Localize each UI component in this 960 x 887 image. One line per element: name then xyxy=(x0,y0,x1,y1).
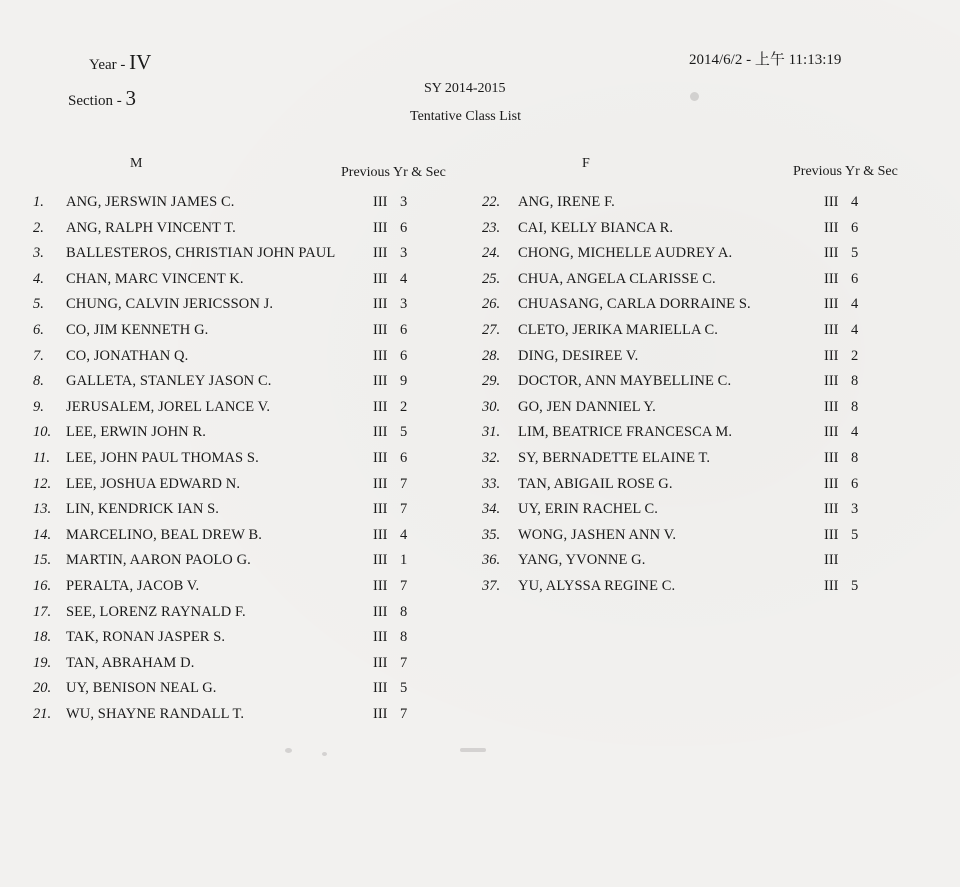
previous-section: 2 xyxy=(851,347,859,364)
previous-section: 8 xyxy=(851,450,859,466)
previous-year: III xyxy=(824,322,839,338)
student-number: 27. xyxy=(482,322,501,338)
student-number: 21. xyxy=(33,706,52,722)
ink-smudge xyxy=(690,92,699,101)
student-name: CHUA, ANGELA CLARISSE C. xyxy=(518,270,716,287)
student-name: UY, BENISON NEAL G. xyxy=(66,680,217,697)
previous-year: III xyxy=(373,680,388,697)
student-number: 26. xyxy=(482,296,501,313)
student-name: CLETO, JERIKA MARIELLA C. xyxy=(518,322,718,338)
student-number: 2. xyxy=(33,219,44,236)
student-number: 4. xyxy=(33,270,44,287)
student-number: 32. xyxy=(482,450,501,466)
bleed-through-text xyxy=(720,175,724,190)
student-number: 8. xyxy=(33,373,44,390)
document-title: Tentative Class List xyxy=(410,109,522,124)
student-name: CO, JONATHAN Q. xyxy=(66,347,189,364)
student-name: ANG, JERSWIN JAMES C. xyxy=(66,194,235,210)
student-name: WONG, JASHEN ANN V. xyxy=(518,526,677,543)
previous-section: 8 xyxy=(851,373,859,390)
previous-year: III xyxy=(373,398,388,415)
previous-section: 7 xyxy=(400,475,408,492)
male-previous-heading: Previous Yr & Sec xyxy=(341,165,446,180)
previous-year: III xyxy=(824,526,839,543)
student-name: PERALTA, JACOB V. xyxy=(66,578,200,594)
previous-year: III xyxy=(824,347,839,364)
student-name: CAI, KELLY BIANCA R. xyxy=(518,219,674,236)
previous-section: 6 xyxy=(400,219,408,236)
previous-section: 3 xyxy=(400,194,408,210)
student-name: LIN, KENDRICK IAN S. xyxy=(66,501,220,518)
ink-smudge xyxy=(285,748,292,753)
student-number: 20. xyxy=(33,680,52,697)
student-name: SY, BERNADETTE ELAINE T. xyxy=(518,450,711,466)
student-name: CHUASANG, CARLA DORRAINE S. xyxy=(518,296,751,313)
previous-year: III xyxy=(373,219,388,236)
previous-section: 8 xyxy=(400,603,408,620)
section-line xyxy=(68,86,136,111)
previous-section: 4 xyxy=(851,424,859,441)
female-previous-heading: Previous Yr & Sec xyxy=(793,164,898,179)
previous-year: III xyxy=(824,450,839,466)
previous-section: 7 xyxy=(400,654,408,671)
student-number: 35. xyxy=(482,526,501,543)
student-name: TAK, RONAN JASPER S. xyxy=(66,629,226,646)
previous-section: 2 xyxy=(400,398,408,415)
previous-year: III xyxy=(824,270,839,287)
student-number: 33. xyxy=(482,475,501,492)
student-name: GO, JEN DANNIEL Y. xyxy=(518,398,656,415)
previous-year: III xyxy=(373,578,388,594)
student-name: JERUSALEM, JOREL LANCE V. xyxy=(66,398,271,415)
previous-section: 4 xyxy=(400,270,408,287)
student-number: 5. xyxy=(33,296,44,313)
student-number: 9. xyxy=(33,398,44,415)
previous-section: 5 xyxy=(851,526,859,543)
student-name: CO, JIM KENNETH G. xyxy=(66,322,209,338)
student-number: 10. xyxy=(33,424,52,441)
previous-year: III xyxy=(373,373,388,390)
previous-section: 4 xyxy=(400,526,408,543)
student-number: 31. xyxy=(482,424,501,441)
previous-year: III xyxy=(373,603,388,620)
student-number: 24. xyxy=(482,245,501,262)
previous-section: 7 xyxy=(400,501,408,518)
previous-section: 5 xyxy=(400,424,408,441)
previous-section: 6 xyxy=(851,270,859,287)
student-name: SEE, LORENZ RAYNALD F. xyxy=(66,603,246,620)
student-name: ANG, RALPH VINCENT T. xyxy=(66,219,236,236)
student-name: CHONG, MICHELLE AUDREY A. xyxy=(518,245,733,262)
student-name: TAN, ABIGAIL ROSE G. xyxy=(518,475,673,492)
student-name: LEE, JOSHUA EDWARD N. xyxy=(66,475,241,492)
previous-year: III xyxy=(373,424,388,441)
student-name: ANG, IRENE F. xyxy=(518,194,615,210)
student-name: CHAN, MARC VINCENT K. xyxy=(66,270,244,287)
section-label: Section - xyxy=(68,93,122,109)
previous-year: III xyxy=(824,398,839,415)
previous-section: 6 xyxy=(851,475,859,492)
previous-section: 3 xyxy=(851,501,859,518)
student-name: YANG, YVONNE G. xyxy=(518,552,646,569)
previous-year: III xyxy=(373,270,388,287)
student-name: WU, SHAYNE RANDALL T. xyxy=(66,706,245,722)
student-name: LEE, JOHN PAUL THOMAS S. xyxy=(66,450,259,466)
previous-section: 9 xyxy=(400,373,408,390)
previous-year: III xyxy=(373,475,388,492)
student-number: 11. xyxy=(33,450,51,466)
student-number: 14. xyxy=(33,526,52,543)
student-number: 15. xyxy=(33,552,52,569)
student-name: YU, ALYSSA REGINE C. xyxy=(518,578,676,594)
student-number: 25. xyxy=(482,270,501,287)
student-name: CHUNG, CALVIN JERICSSON J. xyxy=(66,296,274,313)
student-number: 29. xyxy=(482,373,501,390)
student-number: 17. xyxy=(33,603,52,620)
student-name: DING, DESIREE V. xyxy=(518,347,639,364)
student-number: 30. xyxy=(482,398,501,415)
ink-smudge xyxy=(460,748,486,752)
previous-section: 5 xyxy=(851,578,859,594)
previous-year: III xyxy=(373,296,388,313)
student-number: 34. xyxy=(482,501,501,518)
year-label: Year - xyxy=(89,57,126,73)
previous-year: III xyxy=(373,552,388,569)
previous-year: III xyxy=(824,424,839,441)
previous-year: III xyxy=(824,578,839,594)
student-number: 16. xyxy=(33,578,52,594)
student-name: GALLETA, STANLEY JASON C. xyxy=(66,373,272,390)
previous-year: III xyxy=(824,296,839,313)
previous-year: III xyxy=(824,373,839,390)
previous-section: 8 xyxy=(400,629,408,646)
previous-section: 6 xyxy=(851,219,859,236)
student-number: 18. xyxy=(33,629,52,646)
previous-section: 4 xyxy=(851,322,859,338)
student-number: 19. xyxy=(33,654,52,671)
section-value: 3 xyxy=(125,86,136,110)
previous-year: III xyxy=(824,552,839,569)
student-name: MARTIN, AARON PAOLO G. xyxy=(66,552,251,569)
student-number: 37. xyxy=(482,578,501,594)
previous-section: 6 xyxy=(400,322,408,338)
student-name: LIM, BEATRICE FRANCESCA M. xyxy=(518,424,733,441)
previous-section: 3 xyxy=(400,245,408,262)
previous-section: 7 xyxy=(400,578,408,594)
student-number: 7. xyxy=(33,347,44,364)
student-number: 1. xyxy=(33,194,44,210)
previous-section: 6 xyxy=(400,450,408,466)
previous-year: III xyxy=(373,245,388,262)
student-name: TAN, ABRAHAM D. xyxy=(66,654,195,671)
student-number: 23. xyxy=(482,219,501,236)
previous-section: 8 xyxy=(851,398,859,415)
previous-year: III xyxy=(824,194,839,210)
previous-year: III xyxy=(373,322,388,338)
previous-year: III xyxy=(373,706,388,722)
print-timestamp: 2014/6/2 - 上午 11:13:19 xyxy=(689,52,842,68)
previous-year: III xyxy=(373,629,388,646)
previous-section: 5 xyxy=(851,245,859,262)
previous-year: III xyxy=(373,526,388,543)
previous-year: III xyxy=(824,245,839,262)
previous-year: III xyxy=(373,654,388,671)
previous-year: III xyxy=(824,501,839,518)
student-name: BALLESTEROS, CHRISTIAN JOHN PAUL xyxy=(66,245,336,262)
previous-year: III xyxy=(373,501,388,518)
ink-smudge xyxy=(322,752,327,756)
student-number: 13. xyxy=(33,501,52,518)
student-name: LEE, ERWIN JOHN R. xyxy=(66,424,206,441)
student-number: 12. xyxy=(33,475,52,492)
previous-year: III xyxy=(373,194,388,210)
previous-year: III xyxy=(824,475,839,492)
student-name: DOCTOR, ANN MAYBELLINE C. xyxy=(518,373,732,390)
student-number: 28. xyxy=(482,347,501,364)
previous-year: III xyxy=(373,450,388,466)
previous-section: 4 xyxy=(851,194,859,210)
female-column-heading: F xyxy=(582,156,590,171)
student-number: 36. xyxy=(482,552,501,569)
student-name: UY, ERIN RACHEL C. xyxy=(518,501,658,518)
student-number: 6. xyxy=(33,322,44,338)
student-number: 3. xyxy=(33,245,44,262)
previous-section: 7 xyxy=(400,706,408,722)
previous-year: III xyxy=(373,347,388,364)
previous-section: 4 xyxy=(851,296,859,313)
student-number: 22. xyxy=(482,194,501,210)
school-year: SY 2014-2015 xyxy=(424,81,506,96)
student-name: MARCELINO, BEAL DREW B. xyxy=(66,526,263,543)
previous-section: 6 xyxy=(400,347,408,364)
male-column-heading: M xyxy=(130,156,143,171)
previous-section: 3 xyxy=(400,296,408,313)
year-line xyxy=(89,50,151,75)
previous-year: III xyxy=(824,219,839,236)
previous-section: 1 xyxy=(400,552,408,569)
year-value: IV xyxy=(129,50,152,74)
previous-section: 5 xyxy=(400,680,408,697)
